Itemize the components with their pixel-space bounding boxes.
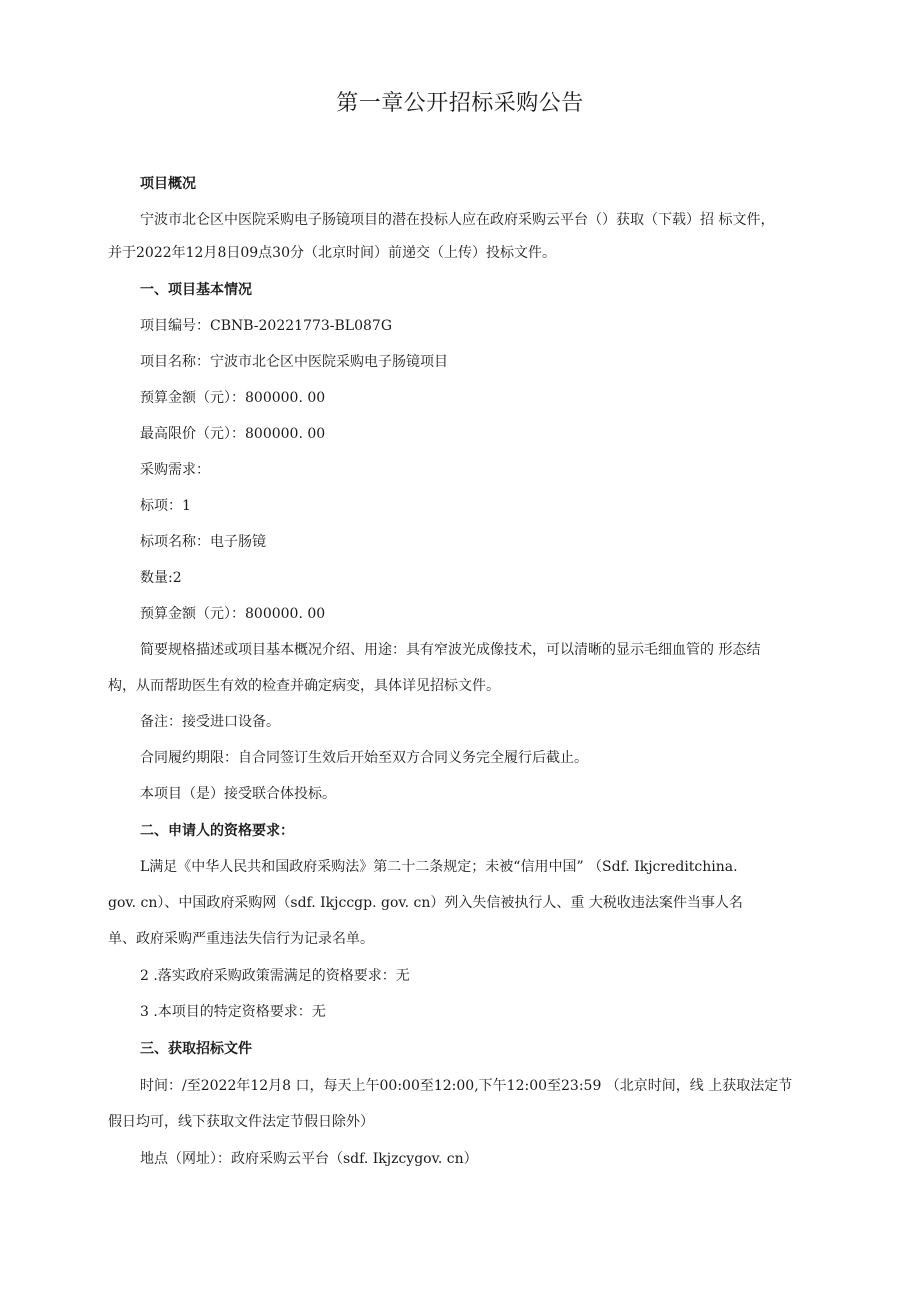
remark: 备注：接受进口设备。 [140, 714, 280, 730]
overview-paragraph-line2: 并于2022年12月8日09点30分（北京时间）前递交（上传）投标文件。 [108, 245, 556, 261]
section2-heading: 二、申请人的资格要求： [140, 823, 294, 839]
requirement1-line2: gov. cn）、中国政府采购网（sdf. Ikjccgp. gov. cn）列入失信被执行人、重 大税收违法案件当事人名 [108, 895, 743, 911]
consortium-note: 本项目（是）接受联合体投标。 [140, 786, 336, 802]
obtain-time-line2: 假日均可，线下获取文件法定节假日除外） [108, 1114, 374, 1130]
lot-name: 标项名称：电子肠镜 [140, 534, 266, 550]
requirement1-line1: L满足《中华人民共和国政府采购法》第二十二条规定；未被“信用中国” （Sdf. Ikjcreditchina. [140, 859, 738, 875]
project-name: 项目名称：宁波市北仑区中医院采购电子肠镜项目 [140, 354, 448, 370]
spec-description-line1: 简要规格描述或项目基本概况介绍、用途：具有窄波光成像技术，可以清晰的显示毛细血管的 形态结 [140, 642, 761, 658]
requirement1-line3: 单、政府采购严重违法失信行为记录名单。 [108, 931, 374, 947]
lot-number: 标项：1 [140, 498, 191, 514]
obtain-location: 地点（网址）：政府采购云平台（sdf. Ikjzcygov. cn） [140, 1151, 478, 1167]
page-title: 第一章公开招标采购公告 [336, 91, 584, 116]
project-number: 项目编号：CBNB-20221773-BL087G [140, 318, 393, 334]
lot-budget: 预算金额（元）：800000. 00 [140, 606, 326, 622]
max-price: 最高限价（元）：800000. 00 [140, 426, 326, 442]
overview-heading: 项目概况 [140, 176, 196, 192]
quantity: 数量:2 [140, 570, 182, 586]
spec-description-line2: 构，从而帮助医生有效的检查并确定病变，具体详见招标文件。 [108, 678, 500, 694]
section3-heading: 三、获取招标文件 [140, 1041, 252, 1057]
overview-paragraph-line1: 宁波市北仑区中医院采购电子肠镜项目的潜在投标人应在政府采购云平台（）获取（下载）招 标文件， [140, 212, 775, 228]
obtain-time-line1: 时间：/至2022年12月8 口，每天上午00:00至12:00,下午12:00至23:59 （北京时间，线 上获取法定节 [140, 1078, 793, 1094]
section1-heading: 一、项目基本情况 [140, 282, 252, 298]
contract-period: 合同履约期限：自合同签订生效后开始至双方合同义务完全履行后截止。 [140, 750, 588, 766]
procurement-demand: 采购需求： [140, 462, 210, 478]
requirement3: 3 .本项目的特定资格要求：无 [140, 1004, 326, 1020]
budget-amount: 预算金额（元）：800000. 00 [140, 390, 326, 406]
requirement2: 2 .落实政府采购政策需满足的资格要求：无 [140, 968, 410, 984]
